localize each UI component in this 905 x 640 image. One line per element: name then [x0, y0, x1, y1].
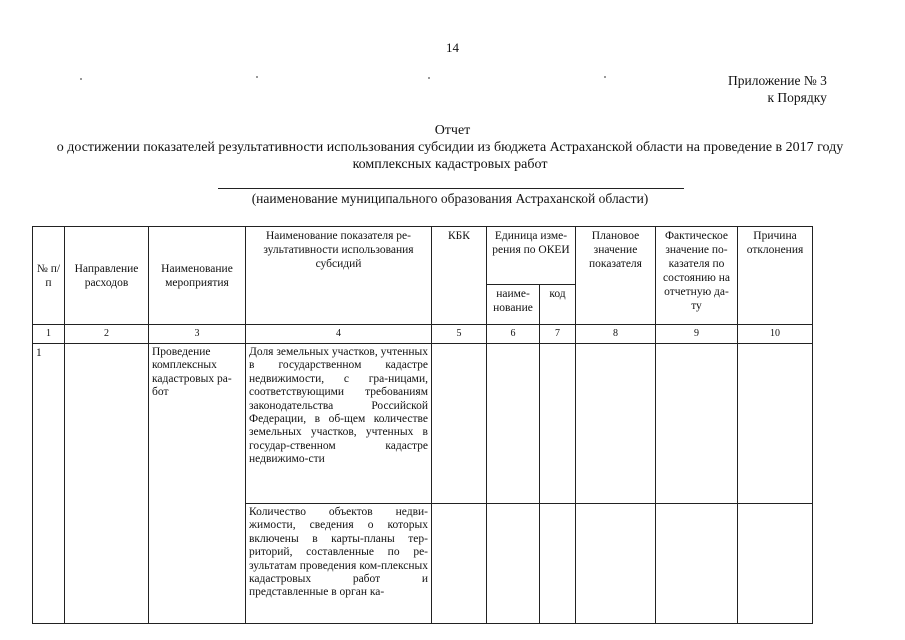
- column-number: 1: [33, 325, 65, 344]
- header-planned: Плановое значение показателя: [576, 227, 656, 325]
- row-direction: [65, 344, 149, 624]
- annex-line-2: к Порядку: [767, 90, 827, 105]
- report-subtitle: о достижении показателей результативности использования субсидии из бюджета Астраханской области на проведение в 2017 году комплексных кадастровых работ: [56, 140, 844, 172]
- column-number: 6: [487, 325, 540, 344]
- row-kbk-2: [432, 504, 487, 624]
- annex-label: [728, 72, 827, 106]
- row-event: Проведение комплексных кадастровых ра-бот: [149, 344, 246, 624]
- column-number: 10: [738, 325, 813, 344]
- scan-speck: [428, 77, 430, 79]
- header-indicator: Наименование показателя ре-зультативности использования субсидий: [246, 227, 432, 325]
- row-unit-name-1: [487, 344, 540, 504]
- row-indicator-2: Количество объектов недви-жимости, сведения о которых включены в карты-планы тер-риторий, составленные по ре-зультатам проведения ком-плексных кадастровых работ и представленные в орган ка-: [246, 504, 432, 624]
- row-unit-code-2: [540, 504, 576, 624]
- page-number: 14: [446, 40, 459, 55]
- scan-speck: [256, 76, 258, 78]
- header-event: Наименование мероприятия: [149, 227, 246, 325]
- row-indicator-1: Доля земельных участков, учтенных в государственном кадастре недвижимости, с гра-ницами, соответствующими требованиям законодательства Российской Федерации, в об-щем количестве земельных участков, учтенных в государ-ственном кадастре недвижимо-сти: [246, 344, 432, 504]
- header-unit: Единица изме-рения по ОКЕИ: [487, 227, 576, 285]
- municipality-name-line: [218, 188, 684, 189]
- annex-line-1: Приложение № 3: [728, 73, 827, 88]
- header-reason: Причина отклонения: [738, 227, 813, 325]
- header-num: № п/п: [33, 227, 65, 325]
- row-unit-code-1: [540, 344, 576, 504]
- report-table: [32, 226, 813, 624]
- row-actual-2: [656, 504, 738, 624]
- column-number: 8: [576, 325, 656, 344]
- row-reason-1: [738, 344, 813, 504]
- header-kbk: КБК: [432, 227, 487, 325]
- header-unit-name: наиме-нование: [487, 285, 540, 325]
- header-direction: Направление расходов: [65, 227, 149, 325]
- header-unit-code: код: [540, 285, 576, 325]
- column-number: 2: [65, 325, 149, 344]
- column-number: 5: [432, 325, 487, 344]
- column-number: 4: [246, 325, 432, 344]
- report-title: Отчет: [434, 123, 471, 138]
- row-unit-name-2: [487, 504, 540, 624]
- column-number: 7: [540, 325, 576, 344]
- row-actual-1: [656, 344, 738, 504]
- row-planned-2: [576, 504, 656, 624]
- row-kbk-1: [432, 344, 487, 504]
- column-number: 3: [149, 325, 246, 344]
- row-reason-2: [738, 504, 813, 624]
- scan-speck: [80, 78, 82, 80]
- column-number: 9: [656, 325, 738, 344]
- scan-speck: [604, 76, 606, 78]
- header-actual: Фактическое значение по-казателя по состоянию на отчетную да-ту: [656, 227, 738, 325]
- row-num: 1: [33, 344, 65, 624]
- row-planned-1: [576, 344, 656, 504]
- municipality-name-caption: (наименование муниципального образования Астраханской области): [251, 191, 649, 206]
